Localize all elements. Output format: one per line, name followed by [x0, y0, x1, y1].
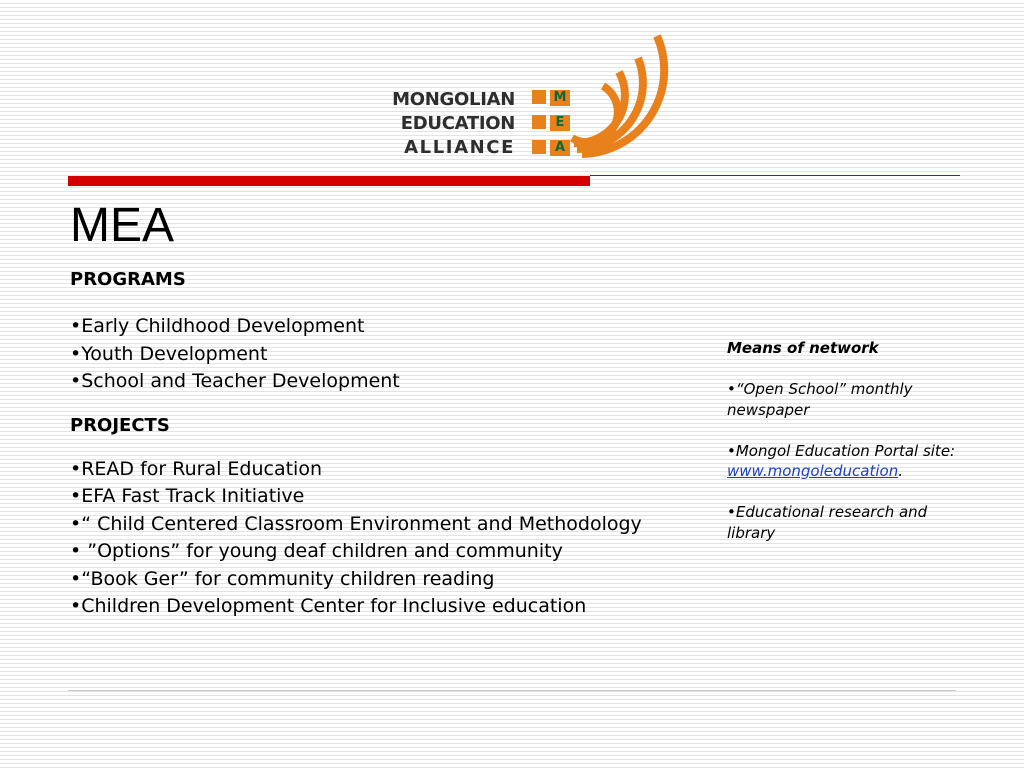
programs-heading: PROGRAMS [70, 269, 186, 290]
main-content [70, 264, 690, 621]
network-item-library: •Educational research and library [727, 503, 928, 542]
logo-letter-a: A [550, 140, 570, 156]
project-item: • ”Options” for young deaf children and community [70, 540, 563, 562]
mea-logo [360, 30, 670, 160]
portal-label: •Mongol Education Portal site: [727, 441, 956, 460]
project-item: •Children Development Center for Inclusive education [70, 595, 587, 617]
project-item: •EFA Fast Track Initiative [70, 485, 305, 507]
project-item: •“Book Ger” for community children reading [70, 567, 495, 590]
network-sidebar [727, 338, 967, 543]
logo-line-2: EDUCATION [400, 113, 515, 134]
program-item: •Early Childhood Development [70, 315, 365, 337]
header-divider-red [68, 176, 590, 186]
logo-line-1: MONGOLIAN [392, 89, 515, 110]
logo-letter-m: M [550, 90, 570, 106]
logo-arcs-icon [360, 30, 670, 160]
logo-letter-e: E [550, 115, 570, 131]
projects-heading: PROJECTS [70, 414, 170, 436]
program-item: •Youth Development [70, 342, 268, 365]
project-item: •“ Child Centered Classroom Environment and Methodology [70, 512, 642, 535]
footer-divider [68, 690, 956, 691]
programs-list [70, 313, 690, 396]
project-item: •READ for Rural Education [70, 457, 323, 480]
network-heading: Means of network [727, 339, 879, 357]
network-item-newspaper: •“Open School” monthly newspaper [727, 380, 913, 419]
projects-list [70, 456, 690, 621]
logo-line-3: ALLIANCE [404, 137, 515, 158]
portal-period: . [898, 462, 903, 480]
slide-title: MEA [70, 199, 175, 252]
program-item: •School and Teacher Development [70, 370, 400, 392]
portal-link[interactable]: www.mongoleducation [727, 462, 899, 480]
header-divider-thin [590, 175, 960, 176]
network-item-portal [727, 441, 967, 482]
